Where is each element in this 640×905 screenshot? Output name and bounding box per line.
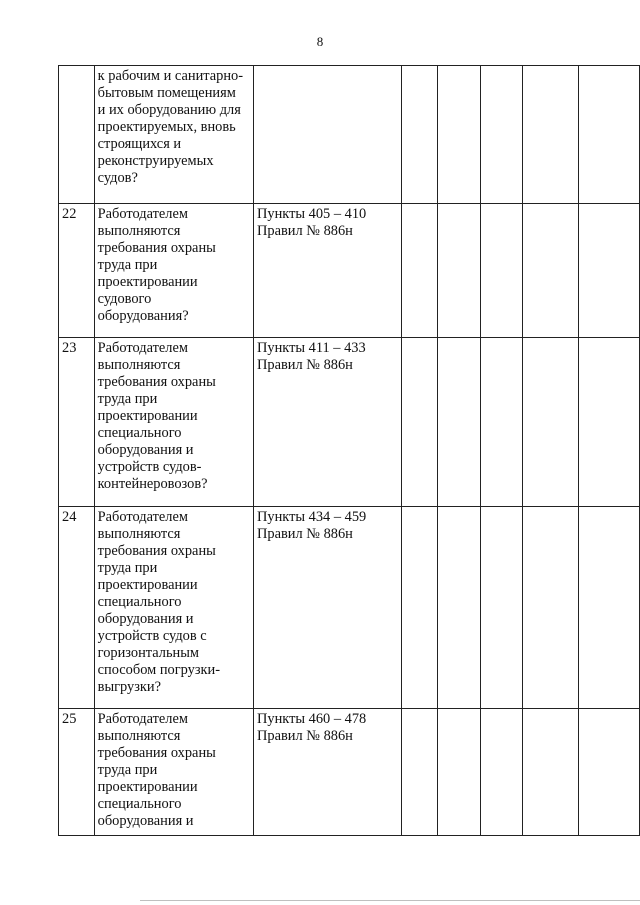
question-line: требования охраны <box>97 543 216 559</box>
question-line: проектировании <box>97 408 198 424</box>
question-line: устройств судов с <box>97 628 207 644</box>
requirement-reference-cell <box>254 507 402 709</box>
answer-cell <box>480 507 522 709</box>
question-cell <box>94 66 253 204</box>
question-line: выгрузки? <box>97 679 161 695</box>
question-line: требования охраны <box>97 374 216 390</box>
question-cell <box>94 709 253 836</box>
requirement-reference-cell <box>254 204 402 338</box>
reference-line: Пункты 405 – 410 <box>257 206 367 222</box>
answer-cell <box>438 338 481 507</box>
question-line: требования охраны <box>97 240 216 256</box>
answer-cell <box>579 507 640 709</box>
answer-cell <box>522 66 578 204</box>
answer-cell <box>579 709 640 836</box>
question-line: контейнеровозов? <box>97 476 208 492</box>
answer-cell <box>480 66 522 204</box>
question-line: труда при <box>97 257 158 273</box>
item-number-cell: 22 <box>59 204 95 338</box>
question-line: судов? <box>97 170 138 186</box>
question-line: способом погрузки- <box>97 662 220 678</box>
question-line: проектировании <box>97 779 198 795</box>
answer-cell <box>480 204 522 338</box>
answer-cell <box>579 204 640 338</box>
reference-line: Правил № 886н <box>257 223 353 239</box>
answer-cell <box>402 507 438 709</box>
question-line: проектировании <box>97 274 198 290</box>
question-line: проектировании <box>97 577 198 593</box>
answer-cell <box>402 338 438 507</box>
question-cell <box>94 507 253 709</box>
reference-line: Правил № 886н <box>257 526 353 542</box>
answer-cell <box>438 66 481 204</box>
reference-line: Пункты 411 – 433 <box>257 340 366 356</box>
table-row <box>59 507 640 709</box>
answer-cell <box>522 507 578 709</box>
reference-line: Правил № 886н <box>257 357 353 373</box>
requirement-reference-cell <box>254 709 402 836</box>
question-line: и их оборудованию для <box>97 102 241 118</box>
question-line: специального <box>97 796 182 812</box>
checklist-table <box>58 65 640 836</box>
reference-line: Пункты 434 – 459 <box>257 509 367 525</box>
question-line: Работодателем <box>97 206 188 222</box>
question-line: Работодателем <box>97 711 188 727</box>
question-line: проектируемых, вновь <box>97 119 236 135</box>
question-line: труда при <box>97 762 158 778</box>
requirement-reference-cell <box>254 338 402 507</box>
answer-cell <box>522 338 578 507</box>
reference-line: Правил № 886н <box>257 728 353 744</box>
table-row <box>59 338 640 507</box>
answer-cell <box>438 204 481 338</box>
answer-cell <box>402 204 438 338</box>
question-line: выполняются <box>97 357 181 373</box>
answer-cell <box>579 66 640 204</box>
question-line: труда при <box>97 391 158 407</box>
requirement-reference-cell <box>254 66 402 204</box>
answer-cell <box>522 709 578 836</box>
question-line: оборудования? <box>97 308 189 324</box>
question-line: Работодателем <box>97 509 188 525</box>
question-line: бытовым помещениям <box>97 85 236 101</box>
page-number: 8 <box>316 34 324 49</box>
scan-edge-line <box>140 900 640 901</box>
answer-cell <box>480 338 522 507</box>
question-line: судового <box>97 291 152 307</box>
question-line: выполняются <box>97 526 181 542</box>
question-cell <box>94 204 253 338</box>
table-row <box>59 709 640 836</box>
question-line: Работодателем <box>97 340 188 356</box>
question-cell <box>94 338 253 507</box>
answer-cell <box>438 507 481 709</box>
question-line: горизонтальным <box>97 645 199 661</box>
question-line: устройств судов- <box>97 459 202 475</box>
question-line: оборудования и <box>97 813 194 829</box>
question-line: выполняются <box>97 728 181 744</box>
question-line: реконструируемых <box>97 153 214 169</box>
table-row <box>59 66 640 204</box>
answer-cell <box>438 709 481 836</box>
item-number-cell: 25 <box>59 709 95 836</box>
answer-cell <box>402 709 438 836</box>
reference-line: Пункты 460 – 478 <box>257 711 367 727</box>
answer-cell <box>579 338 640 507</box>
question-line: оборудования и <box>97 611 194 627</box>
question-line: оборудования и <box>97 442 194 458</box>
table-row <box>59 204 640 338</box>
item-number-cell: 24 <box>59 507 95 709</box>
question-line: специального <box>97 594 182 610</box>
answer-cell <box>402 66 438 204</box>
item-number-cell <box>59 66 95 204</box>
question-line: труда при <box>97 560 158 576</box>
question-line: строящихся и <box>97 136 182 152</box>
question-line: требования охраны <box>97 745 216 761</box>
question-line: к рабочим и санитарно- <box>97 68 244 84</box>
answer-cell <box>480 709 522 836</box>
answer-cell <box>522 204 578 338</box>
question-line: специального <box>97 425 182 441</box>
item-number-cell: 23 <box>59 338 95 507</box>
question-line: выполняются <box>97 223 181 239</box>
